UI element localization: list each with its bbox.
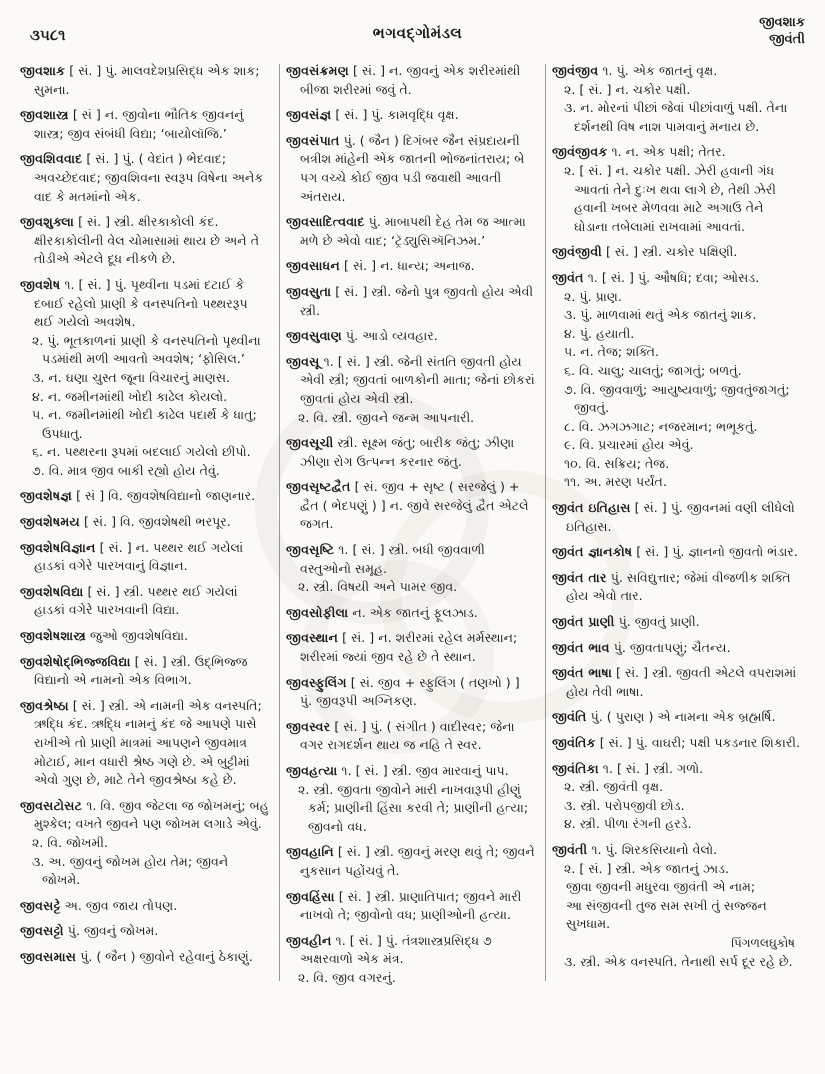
entry-sense: ૨. [ સં. ] ન. ચકોર પક્ષી. [564, 81, 691, 97]
entry-definition: પું. માબાપથી દેહ તેમ જ આત્મા મળે છે એવો વાદ; ‘ટ્રૅડ્યુસિઍનિઝમ.’ [300, 214, 526, 248]
entry-first-line [20, 653, 269, 690]
dictionary-entry [20, 948, 269, 967]
entry-first-line [552, 664, 801, 701]
entry-definition: ૧. [ સં. ] સ્ત્રી. જીવ મારવાનું પાપ. [341, 763, 509, 778]
entry-headword: જીવસાદિત્વવાદ [286, 214, 365, 230]
entry-headword: જીવશેષમય [20, 514, 80, 530]
entry-sense: ૪. ન. જમીનમાંથી ખોદી કાઢેલ કોયલો. [32, 388, 228, 404]
entry-definition: ૧. [ સં. ] પું. તંત્રશાસ્ત્રપ્રસિદ્ધ ૭ અક્ષરવાળો એક મંત્ર. [300, 932, 492, 967]
dictionary-entry [20, 487, 269, 506]
entry-citation: પિંગળલઘુકોષ [731, 935, 795, 950]
entry-headword: જીવસટ્ટે [20, 897, 61, 913]
entry-first-line [286, 283, 535, 320]
entry-sense: ૩. અ. જીવનું જોખમ હોય તેમ; જીવને જોખમે. [32, 853, 229, 888]
entry-definition: પું. જીવનું જોખમ. [67, 923, 159, 939]
entry-sense: ૧૦. વિ. સક્રિય; તેજ. [564, 455, 670, 471]
entry-first-line [286, 932, 535, 969]
entry-first-line [286, 541, 535, 578]
entry-sense: ૭. વિ. જીવવાળું; આયુષ્યવાળું; જીવતુંજાગતું; જીવતું. [564, 381, 790, 416]
page-number: ૩૫૮૧ [30, 26, 66, 44]
entry-sense: ૮. વિ. ઝગઝગાટ; નજરમાન; ભભૂકતું. [564, 418, 758, 434]
dictionary-entry [286, 478, 535, 534]
guide-word-bottom: જીવંતી [769, 32, 805, 47]
dictionary-entry [286, 327, 535, 346]
entry-definition: [ સં. ] ન. ધાન્ય; અનાજ. [344, 258, 475, 274]
dictionary-entry [286, 762, 535, 836]
entry-first-line [286, 762, 535, 781]
entry-headword: જીવંત ઇતિહાસ [552, 500, 631, 516]
dictionary-entry [20, 150, 269, 206]
entry-definition: પું. જીવતું પ્રાણી. [618, 614, 700, 630]
entry-definition: [ સં ] વિ. જીવશેષવિદ્યાનો જાણનાર. [76, 488, 256, 504]
entry-definition: ૧. [ સં. ] પું. ઔષધિ; દવા; ઓસડ. [587, 269, 760, 285]
entry-definition: [ સં. ] સ્ત્રી. જીવતી એટલે વપરાશમાં હોય તેવી ભાષા. [566, 665, 797, 699]
entry-sense: ૨. પું. પ્રાણ. [564, 288, 622, 304]
entry-first-line [286, 674, 535, 711]
dictionary-entry [552, 760, 801, 834]
entry-headword: જીવંજીવ [552, 63, 599, 78]
entry-definition: [ સં. ] પું. કામવૃદ્ધિ વૃક્ષ. [335, 107, 459, 123]
entry-first-line [286, 257, 535, 276]
dictionary-entry [20, 897, 269, 916]
entry-sense: ૩. પું. માળવામાં થતું એક જાતનું શાક. [564, 307, 757, 323]
entry-definition: [ સં. ] સ્ત્રી. ઉદ્‌ભિજ્જ વિદ્યાનો એ નામનો એક વિભાગ. [34, 653, 248, 688]
entry-headword: જીવશ્રેષ્ઠા [20, 697, 69, 713]
entry-first-line [552, 499, 801, 536]
entry-headword: જીવશેષવિજ્ઞાન [20, 539, 96, 555]
entry-first-line [20, 583, 269, 620]
guide-word-top: જીવશાક [759, 15, 805, 30]
entry-headword: જીવસૃષ્ટદ્વૈત [286, 479, 351, 495]
entry-headword: જીવશેષજ્ઞ [20, 488, 73, 504]
entry-first-line [286, 434, 535, 471]
dictionary-entry [552, 639, 801, 658]
dictionary-entry [286, 932, 535, 988]
entry-definition: ૧. [ સં. ] સ્ત્રી. બધી જીવવાળી વસ્તુઓનો સમૂહ. [300, 542, 485, 576]
entry-sense: ૬. ન. પથ્થરના રૂપમાં બદલાઈ ગયેલો છીપો. [32, 444, 251, 460]
entry-sense: ૩. સ્ત્રી. એક વનસ્પતિ. તેનાથી સર્પ દૂર રહે છે. [564, 953, 793, 969]
entry-verse-line: જીવા જીવની મધુરવા જીવંતી એ નામ; [566, 879, 756, 895]
column-divider [545, 64, 546, 981]
page-header [16, 14, 809, 60]
dictionary-entry [552, 569, 801, 606]
entry-headword: જીવંત તાર [552, 569, 607, 585]
entry-headword: જીવશુક્લા [20, 214, 75, 230]
entry-first-line [552, 760, 801, 779]
entry-definition: [ સં. ] ન. જીવનું એક શરીરમાંથી બીજા શરીરમાં જવું તે. [300, 63, 521, 97]
entry-first-line [286, 718, 535, 755]
entry-definition: [ સં. ] સ્ત્રી. એ નામની એક વનસ્પતિ; ઋદ્ધિ કંદ. ઋદ્ધિ નામનું કંદ જે આપણે પાસે રાખીએ તો પ્રાણી માત્રમાં આપણને જીવમાત્ર મોટાઈ, માન વધારી શ્રેષ્ઠ ગણે છે. એ બુટ્ટીમાં એવો ગુણ છે, માટે તેને જીવશ્રેષ્ઠા કહે છે. [34, 697, 262, 788]
dictionary-entry [20, 653, 269, 690]
entry-sense: ૭. વિ. માત્ર જીવ બાકી રહ્યો હોય તેવું. [32, 462, 220, 478]
dictionary-entry [286, 283, 535, 320]
entry-sense: ૩. ન. મોરનાં પીછાં જેવાં પીછાંવાળું પક્ષી. તેના દર્શનથી વિષ નાશ પામવાનું મનાય છે. [564, 100, 788, 134]
entry-first-line [20, 697, 269, 790]
dictionary-entry [552, 243, 801, 262]
entry-definition: ૧. [ સં. ] પું. પૃથ્વીના પડમાં દટાઈ કે દબાઈ રહેલો પ્રાણી કે વનસ્પતિનો પથ્થરરૂપ થઈ ગયેલો અવશેષ. [34, 276, 248, 330]
entry-first-line [286, 604, 535, 623]
entry-first-line [286, 843, 535, 880]
entry-definition: ૧. પું. શિરકસિયાનો વેલો. [591, 841, 718, 857]
entry-first-line [20, 539, 269, 576]
entry-sense: ૩. સ્ત્રી. પરોપજીવી છોડ. [564, 797, 685, 813]
dictionary-entry [286, 257, 535, 276]
entry-headword: જીવસમાસ [20, 948, 77, 964]
entry-headword: જીવંત પ્રાણી [552, 614, 615, 630]
dictionary-entry [20, 276, 269, 481]
dictionary-entry [286, 718, 535, 755]
entry-headword: જીવશિવવાદ [20, 151, 83, 167]
entry-sense: ૨. વિ. જોખમી. [32, 834, 109, 850]
entry-definition: [ સં. ] વિ. જીવશેષથી ભરપૂર. [83, 514, 231, 530]
entry-first-line [20, 897, 269, 916]
entry-sense: ૫. ન. તેજ; શક્તિ. [564, 344, 660, 360]
dictionary-entry [552, 708, 801, 727]
entry-verse-line: આ સંજીવની તુજ સમ સખી તું સજ્જન સુખધામ. [566, 897, 767, 932]
entry-definition: પું. જીવતાપણું; ચૈતન્ય. [613, 639, 731, 655]
entry-definition: [ સં. ] સ્ત્રી. જીવનું મરણ થવું તે; જીવને નુકસાન પહોંચવું તે. [300, 844, 535, 878]
entry-first-line [20, 106, 269, 143]
entry-headword: જીવંતિકા [552, 760, 599, 776]
entry-sense: ૫. ન. જમીનમાંથી ખોદી કાઢેલ પદાર્થ કે ધાતુ; ઉપધાતુ. [32, 407, 257, 441]
entry-definition: પું. ( જૈન ) જીવોને રહેવાનું ઠેકાણું. [80, 948, 253, 964]
column-1 [16, 62, 277, 995]
entry-headword: જીવશેષવિદ્યા [20, 583, 84, 599]
dictionary-entry [286, 604, 535, 623]
entry-headword: જીવસંજ્ઞ [286, 107, 332, 123]
entry-first-line [20, 513, 269, 532]
entry-sense: ૧૧. અ. મરણ પર્યંત. [564, 474, 667, 490]
dictionary-entry [286, 213, 535, 250]
entry-headword: જીવંત [552, 269, 584, 285]
dictionary-entry [20, 513, 269, 532]
entry-definition: [ સં. ] પું. વાઘરી; પક્ષી પકડનાર શિકારી. [599, 735, 800, 750]
entry-headword: જીવસટોસટ [20, 797, 83, 813]
entry-definition: [ સં. ] સ્ત્રી. ચકોર પક્ષિણી. [605, 244, 738, 260]
dictionary-entry [286, 674, 535, 711]
entry-sense: ૬. વિ. ચાલુ; ચાલતું; જાગતું; બળતું. [564, 362, 742, 378]
entry-first-line [286, 132, 535, 206]
entry-definition: [ સં. ] સ્ત્રી. પ્રાણાતિપાત; જીવને મારી નાખવો તે; જીવોનો વધ; પ્રાણીઓની હત્યા. [300, 888, 522, 923]
entry-definition: ન. એક જાતનું ફૂલઝાડ. [352, 604, 478, 620]
column-layout [16, 62, 809, 995]
entry-definition: પું. ( પુરાણ ) એ નામના એક બ્રહ્મર્ષિ. [590, 709, 776, 725]
entry-first-line [20, 62, 269, 99]
entry-definition: [ સં ] ન. જીવોના ભૌતિક જીવનનું શાસ્ત્ર; જીવ સંબંધી વિદ્યા; ‘બાયોલૉજિ.’ [34, 107, 244, 141]
entry-headword: જીવંજીવી [552, 244, 602, 260]
entry-headword: જીવસૂચી [286, 435, 334, 451]
entry-first-line [552, 613, 801, 632]
entry-headword: જીવસૃષ્ટિ [286, 542, 335, 558]
entry-headword: જીવહત્યા [286, 763, 338, 778]
dictionary-entry [552, 734, 801, 753]
entry-definition: [ સં. ] ન. શરીરમાં રહેલ મર્મસ્થાન; શરીરમાં જ્યાં જીવ રહે છે તે સ્થાન. [300, 630, 518, 665]
entry-headword: જીવંતિ [552, 709, 587, 725]
dictionary-entry [20, 62, 269, 99]
entry-definition: ૧. પું. એક જાતનું વૃક્ષ. [602, 63, 718, 78]
dictionary-entry [286, 434, 535, 471]
dictionary-entry [20, 583, 269, 620]
entry-first-line [552, 62, 801, 81]
entry-first-line [286, 888, 535, 925]
entry-headword: જીવસોફીલા [286, 604, 349, 620]
entry-definition: ૧. [ સં. ] સ્ત્રી. જેની સંતતિ જીવતી હોય એવી સ્ત્રી; જીવતાં બાળકોની માતા; જેનાં છોકરાં જીવતાં હોય એવી સ્ત્રી. [300, 353, 535, 406]
column-divider [279, 64, 280, 981]
dictionary-entry [552, 543, 801, 562]
entry-first-line [286, 213, 535, 250]
entry-headword: જીવહીન [286, 932, 332, 948]
entry-definition: જુઓ જીવશેષવિદ્યા. [89, 628, 189, 644]
dictionary-entry [286, 132, 535, 206]
entry-definition: [ સં. ] પું. જ્ઞાનનો જીવતો ભંડાર. [636, 544, 798, 560]
entry-first-line [20, 627, 269, 646]
page-title: ભગવદ્ગોમંડલ [372, 24, 463, 42]
entry-headword: જીવશાસ્ત્ર [20, 107, 69, 123]
entry-headword: જીવશેષોદ્‌ભિજ્જવિદ્યા [20, 653, 131, 669]
entry-definition: [ સં. ] ન. પથ્થર થઈ ગયેલાં હાડકાં વગેરે પારખવાનું વિજ્ઞાન. [34, 539, 244, 574]
entry-sense: ૩. ન. ઘણા ચુસ્ત જૂના વિચારનું માણસ. [32, 369, 231, 385]
dictionary-entry [20, 106, 269, 143]
entry-first-line [552, 569, 801, 606]
entry-headword: જીવસટ્ટો [20, 923, 64, 939]
entry-definition: પું. ( જૈન ) દિગંબર જૈન સંપ્રદાયની બત્રીશ માંહેની એક જાતની ભોજનાંતરાય; બે પગ વચ્ચે કોઈ જીવ પડી જવાથી આવતી અંતરાય. [300, 132, 525, 204]
dictionary-entry [286, 353, 535, 427]
dictionary-entry [20, 213, 269, 269]
dictionary-entry [20, 539, 269, 576]
entry-first-line [552, 143, 801, 162]
entry-definition: ૧. [ સં. ] સ્ત્રી. ગળો. [602, 760, 704, 776]
entry-headword: જીવસ્વર [286, 718, 331, 734]
entry-headword: જીવસ્ફુલિંગ [286, 674, 347, 690]
entry-sense: ૨. [ સં. ] ન. ચકોર પક્ષી. ઝેરી હવાની ગંધ આવતાં તેને દુઃખ થવા લાગે છે, તેથી ઝેરી હવાની ખબર મેળવવા માટે અગાઉ તેને ઘોડાના તબેલામાં રાખવામાં આવતાં. [564, 162, 776, 234]
entry-definition: ૧. વિ. જીવ જેટલા જ જોખમનું; બહુ મુશ્કેલ; વખતે જીવને પણ જોખમ લગાડે એવું. [34, 797, 269, 832]
dictionary-entry [552, 664, 801, 701]
dictionary-entry [552, 143, 801, 236]
entry-definition: [ સં. ] પું. માલવદેશપ્રસિદ્ધ એક શાક; સુમના. [34, 63, 260, 97]
entry-definition: પું. સવિદ્યુત્તાર; જેમાં વીજળીક શક્તિ હોય એવો તાર. [566, 569, 791, 604]
entry-definition: સ્ત્રી. સૂક્ષ્મ જંતુ; બારીક જંતુ; ઝીણા ઝીણા રોગ ઉત્પન્ન કરનાર જંતુ. [300, 435, 515, 469]
entry-headword: જીવસંક્રમણ [286, 63, 349, 78]
entry-definition: [ સં. ] પું. જીવનમાં વણી લીધેલો ઇતિહાસ. [566, 500, 795, 534]
entry-headword: જીવસંપાત [286, 132, 340, 148]
dictionary-entry [552, 269, 801, 492]
entry-sense: ૪. સ્ત્રી. પીળા રંગની હરડે. [564, 816, 692, 832]
dictionary-entry [286, 106, 535, 125]
entry-sense: ૨. સ્ત્રી. વિષયી અને પામર જીવ. [298, 579, 458, 595]
dictionary-entry [286, 62, 535, 99]
dictionary-entry [286, 888, 535, 925]
entry-first-line [286, 327, 535, 346]
entry-first-line [552, 639, 801, 658]
entry-headword: જીવશેષ [20, 276, 61, 292]
dictionary-entry [286, 629, 535, 666]
dictionary-entry [552, 499, 801, 536]
entry-definition: [ સં. ] સ્ત્રી. પથ્થર થઈ ગયેલાં હાડકાં વગેરે પારખવાની વિદ્યા. [34, 583, 238, 618]
entry-headword: જીવંત જ્ઞાનકોષ [552, 544, 633, 560]
entry-first-line [20, 487, 269, 506]
entry-definition: પું. આડો વ્યવહાર. [345, 328, 438, 344]
entry-sense: ૨. પું. ભૂતકાળનાં પ્રાણી કે વનસ્પતિનો પૃથ્વીના પડમાંથી મળી આવતો અવશેષ; ‘ફોસિલ.’ [32, 332, 261, 367]
entry-sense: ૨. સ્ત્રી. જીવતા જીવોને મારી નાખવારૂપી હીણું કર્મ; પ્રાણીની હિંસા કરવી તે; પ્રાણીની હત્યા; જીવનો વધ. [298, 781, 529, 834]
entry-headword: જીવસુતા [286, 283, 332, 299]
entry-first-line [20, 922, 269, 941]
dictionary-entry [552, 613, 801, 632]
entry-headword: જીવંતી [552, 841, 588, 857]
entry-definition: [ સં. જીવ + સૃષ્ટ ( સરજેલું ) + દ્વૈત ( ભેદપણું ) ] ન. જીવે સરજેલું દ્વૈત એટલે જગત. [300, 479, 529, 532]
guide-words [645, 14, 809, 48]
entry-first-line [286, 62, 535, 99]
entry-definition: [ સં. જીવ + સ્ફુલિંગ ( તણખો ) ] પું. જીવરૂપી અગ્નિકણ. [300, 674, 520, 709]
entry-first-line [286, 629, 535, 666]
entry-headword: જીવંતિક [552, 735, 596, 750]
entry-headword: જીવશેષશાસ્ત્ર [20, 628, 86, 644]
entry-headword: જીવસુવાણ [286, 328, 342, 344]
entry-headword: જીવસાધન [286, 258, 341, 274]
entry-definition: [ સં. ] પું. ( સંગીત ) વાદીસ્વર; જેના વગર રાગદર્શન થાય જ નહિ તે સ્વર. [300, 718, 515, 753]
dictionary-entry [20, 797, 269, 890]
entry-sense: ૨. [ સં. ] સ્ત્રી. એક જાતનું ઝાડ. [564, 860, 729, 876]
entry-first-line [20, 213, 269, 269]
entry-first-line [286, 353, 535, 409]
entry-definition: [ સં. ] પું. ( વેદાંત ) ભેદવાદ; અવચ્છેદવાદ; જીવશિવના સ્વરૂપ વિષેના અનેક વાદ કે મતમાંનો એક. [34, 151, 264, 204]
entry-first-line [552, 543, 801, 562]
entry-headword: જીવશાક [20, 63, 66, 78]
dictionary-entry [552, 62, 801, 136]
entry-first-line [552, 708, 801, 727]
entry-headword: જીવસૂ [286, 353, 320, 369]
dictionary-entry [552, 841, 801, 971]
entry-first-line [552, 841, 801, 860]
dictionary-entry [286, 541, 535, 597]
entry-definition: ૧. ન. એક પક્ષી; તેતર. [611, 144, 726, 160]
entry-headword: જીવહાનિ [286, 844, 334, 860]
entry-headword: જીવંત ભાષા [552, 665, 613, 681]
entry-headword: જીવહિંસા [286, 888, 335, 904]
entry-definition: અ. જીવ જાય તોપણ. [64, 897, 178, 913]
entry-first-line [20, 797, 269, 834]
entry-sense: ૨. વિ. જીવ વગરનું. [298, 969, 396, 985]
dictionary-entry [20, 697, 269, 790]
entry-headword: જીવસ્થાન [286, 630, 339, 646]
entry-first-line [286, 106, 535, 125]
entry-first-line [286, 478, 535, 534]
entry-first-line [20, 150, 269, 206]
entry-first-line [552, 734, 801, 753]
entry-sense: ૯. વિ. પ્રચારમાં હોય એવું. [564, 437, 694, 453]
entry-first-line [552, 243, 801, 262]
dictionary-entry [286, 843, 535, 880]
column-2 [282, 62, 543, 995]
entry-first-line [20, 948, 269, 967]
entry-sense: ૨. સ્ત્રી. જીવંતી વૃક્ષ. [564, 779, 664, 795]
entry-sense: ૪. પું. હયાતી. [564, 325, 635, 341]
dictionary-entry [20, 627, 269, 646]
entry-definition: [ સં. ] સ્ત્રી. ક્ષીરકાકોલી કંદ. ક્ષીરકાકોલીની વેલ ચોમાસામાં થાય છે અને તે તોડીએ એટલે દૂધ નીકળે છે. [34, 214, 260, 267]
entry-first-line [552, 269, 801, 288]
dictionary-entry [20, 922, 269, 941]
entry-definition: [ સં. ] સ્ત્રી. જેનો પુત્ર જીવતો હોય એવી સ્ત્રી. [300, 283, 534, 318]
column-3 [548, 62, 809, 995]
entry-headword: જીવંજીવક [552, 144, 608, 160]
entry-headword: જીવંત ભાવ [552, 639, 610, 655]
entry-sense: ૨. વિ. સ્ત્રી. જીવને જન્મ આપનારી. [298, 409, 475, 425]
entry-first-line [20, 276, 269, 332]
